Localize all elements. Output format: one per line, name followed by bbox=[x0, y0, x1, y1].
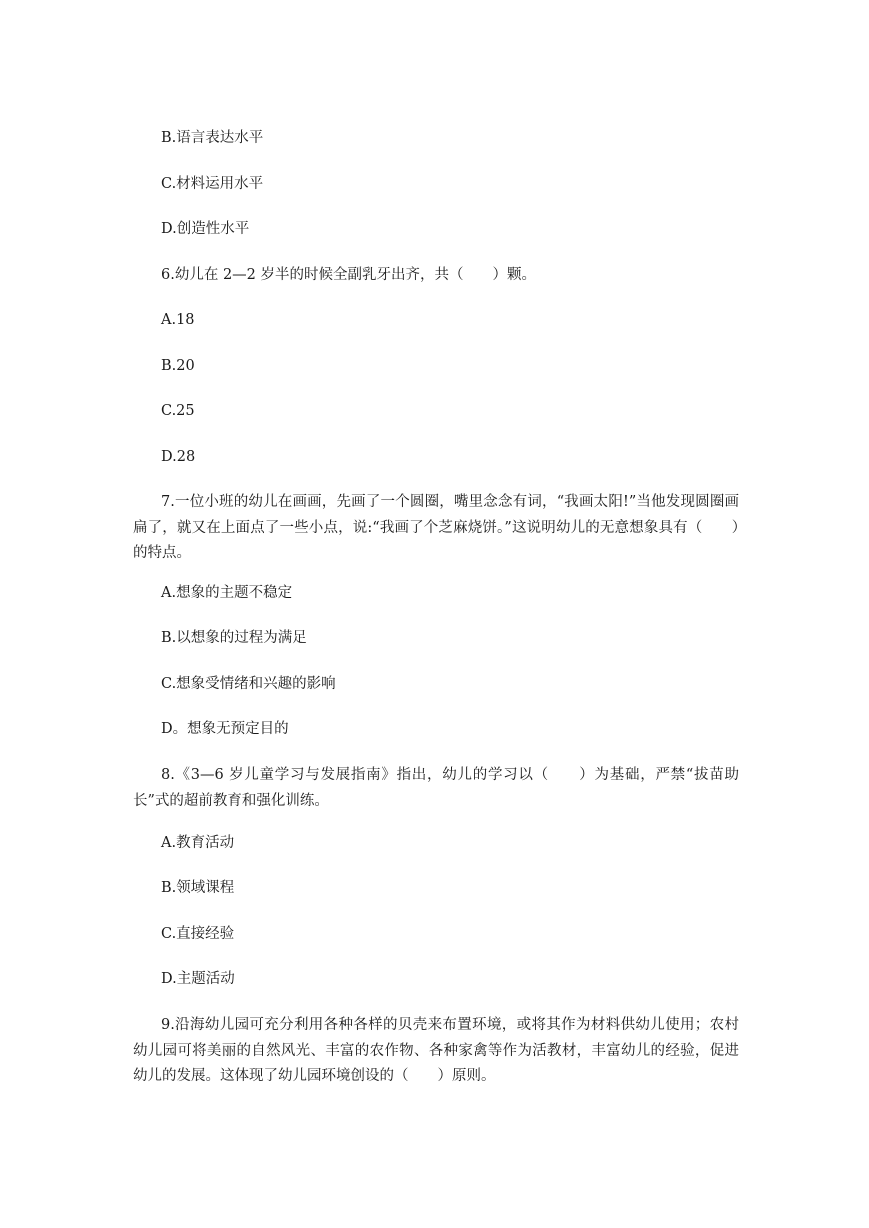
q6-option-c: C.25 bbox=[161, 403, 195, 419]
q5-option-b: B.语言表达水平 bbox=[161, 130, 264, 146]
q8-stem: 8.《3—6 岁儿童学习与发展指南》指出，幼儿的学习以（ ）为基础，严禁“拔苗助长”式的超前教育和强化训练。 bbox=[133, 767, 739, 809]
q8-option-a: A.教育活动 bbox=[161, 835, 235, 851]
q6-option-d: D.28 bbox=[161, 449, 196, 465]
q8-option-b: B.领域课程 bbox=[161, 880, 235, 896]
q7-option-b: B.以想象的过程为满足 bbox=[161, 630, 307, 646]
q8-option-d: D.主题活动 bbox=[161, 971, 235, 987]
q8-option-c: C.直接经验 bbox=[161, 926, 235, 942]
q7-option-a: A.想象的主题不稳定 bbox=[161, 585, 293, 601]
q7-stem: 7.一位小班的幼儿在画画，先画了一个圆圈，嘴里念念有词，“我画太阳!”当他发现圆圈画扁了，就又在上面点了一些小点，说:“我画了个芝麻烧饼。”这说明幼儿的无意想象具有（ ）的特点。 bbox=[133, 494, 739, 561]
q5-option-c: C.材料运用水平 bbox=[161, 176, 264, 192]
q6-stem: 6.幼儿在 2—2 岁半的时候全副乳牙出齐，共（ ）颗。 bbox=[161, 267, 537, 283]
q6-option-a: A.18 bbox=[161, 312, 195, 328]
q6-option-b: B.20 bbox=[161, 358, 195, 374]
q7-option-c: C.想象受情绪和兴趣的影响 bbox=[161, 676, 336, 692]
q5-option-d: D.创造性水平 bbox=[161, 221, 250, 237]
q7-option-d: D。想象无预定目的 bbox=[161, 721, 289, 737]
q9-stem: 9.沿海幼儿园可充分利用各种各样的贝壳来布置环境，或将其作为材料供幼儿使用；农村幼儿园可将美丽的自然风光、丰富的农作物、各种家禽等作为活教材，丰富幼儿的经验，促进幼儿的发展。这体现了幼儿园环境创设的（ ）原则。 bbox=[133, 1017, 739, 1084]
